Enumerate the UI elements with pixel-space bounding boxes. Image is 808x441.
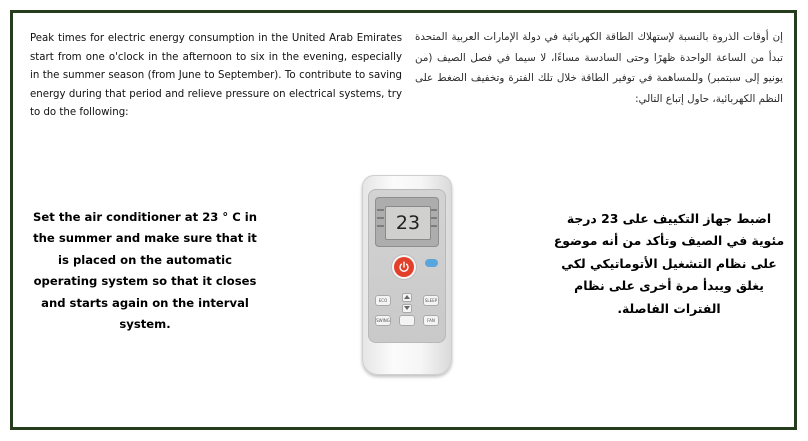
power-icon [394,257,414,277]
remote-eco-button: ECO [375,295,391,306]
remote-mode-button [425,259,438,267]
intro-text-english: Peak times for electric energy consumption in the United Arab Emirates start from one o'clock in the afternoon to six in the evening, especially in the summer season (from June to September). To contribute to saving energy during that period and relieve pressure on electrical systems, try to do the following: [30,33,402,118]
ac-remote-control-illustration [362,175,452,375]
remote-fan-button: FAN [423,315,439,326]
remote-sleep-button: SLEEP [423,295,439,306]
temperature-up-icon [402,293,412,302]
remote-center-button [399,315,415,326]
instruction-text-arabic: اضبط جهاز التكييف على 23 درجة مئوية في الصيف وتأكد من أنه موضوع على نظام التشغيل الأتوماتيكي لكي يغلق ويبدأ مرة أخرى على نظام الفترات الفاصلة. [553,211,785,316]
content-frame [10,10,797,430]
remote-temperature-readout: 23 [395,212,421,234]
remote-face [368,189,446,343]
intro-text-arabic: إن أوقات الذروة بالنسبة لإستهلاك الطاقة الكهربائية في دولة الإمارات العربية المتحدة تبدأ من الساعة الواحدة ظهرًا وحتى السادسة مساءًا، لا سيما في فصل الصيف (من يونيو إلى سبتمبر) وللمساهمة في توفير الطاقة خلال تلك الفترة وتخفيف الضغط على النظم الكهربائية، حاول إتباع التالي: [415,31,783,105]
remote-lcd-display [385,206,431,240]
temperature-down-icon [402,304,412,313]
remote-swing-button: SWING [375,315,391,326]
instruction-text-english: Set the air conditioner at 23 ° C in the summer and make sure that it is placed on the automatic operating system so that it closes and starts again on the interval system. [33,210,257,332]
remote-screen [375,197,439,247]
